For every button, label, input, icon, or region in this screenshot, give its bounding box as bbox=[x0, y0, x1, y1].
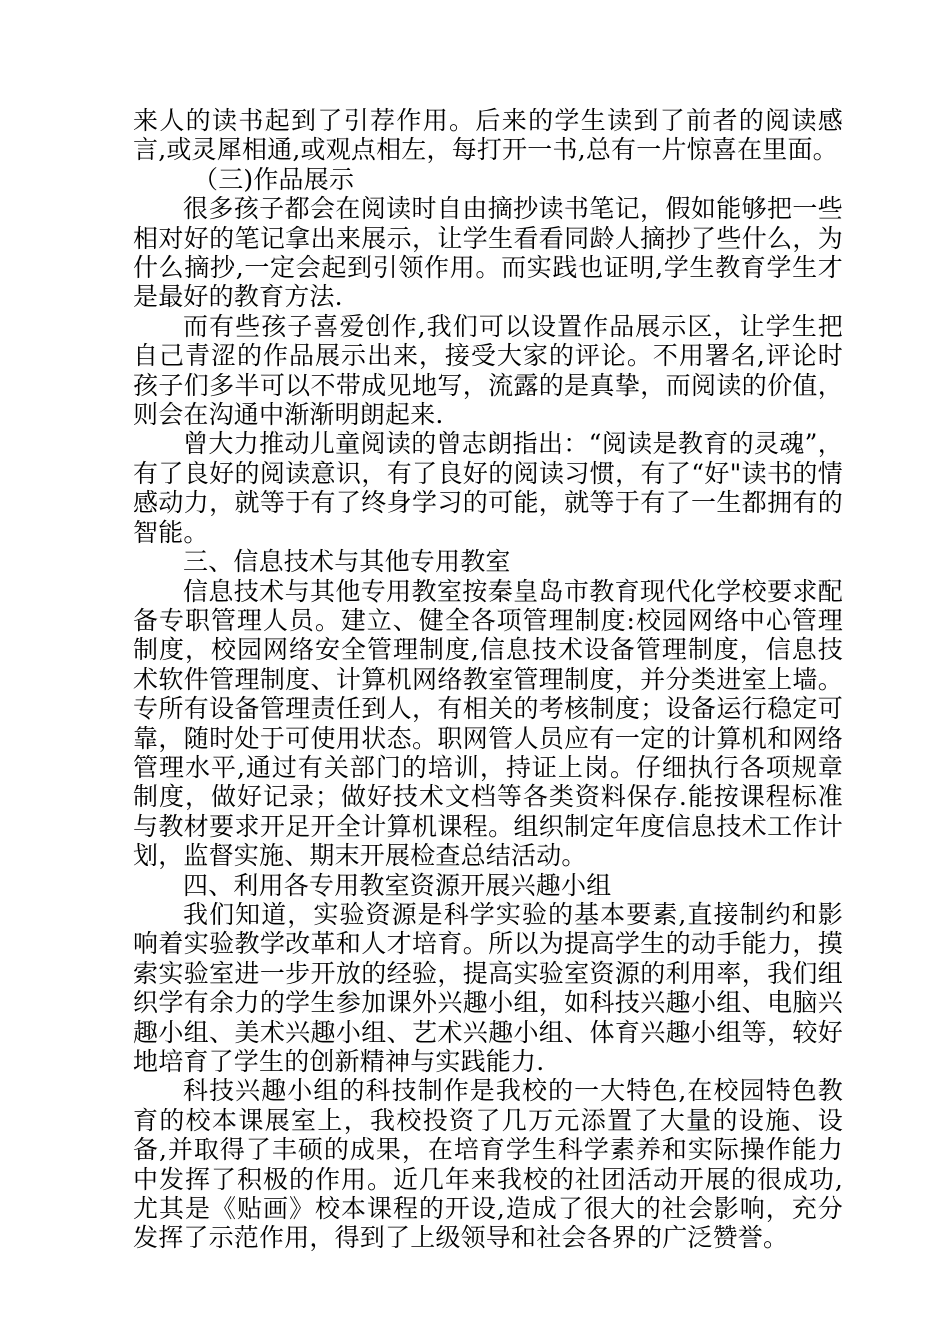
paragraph-it-management: 信息技术与其他专用教室按秦皇岛市教育现代化学校要求配备专职管理人员。建立、健全各项管理制度:校园网络中心管理制度，校园网络安全管理制度,信息技术设备管理制度，信息技术软件管理制度、计算机网络教室管理制度，并分类进室上墙。专所有设备管理责任到人，有相关的考核制度；设备运行稳定可靠，随时处于可使用状态。职网管人员应有一定的计算机和网络管理水平,通过有关部门的培训，持证上岗。仔细执行各项规章制度，做好记录；做好技术文档等各类资料保存.能按课程标准与教材要求开足开全计算机课程。组织制定年度信息技术工作计划，监督实施、期末开展检查总结活动。 bbox=[133, 576, 843, 871]
section-heading-interest-groups: 四、利用各专用教室资源开展兴趣小组 bbox=[183, 870, 612, 900]
paragraph-continuation: 来人的读书起到了引荐作用。后来的学生读到了前者的阅读感言,或灵犀相通,或观点相左，每打开一书,总有一片惊喜在里面。 bbox=[133, 106, 843, 165]
section-heading-it-classrooms: 三、信息技术与其他专用教室 bbox=[183, 547, 511, 577]
paragraph-quote: 曾大力推动儿童阅读的曾志朗指出：“阅读是教育的灵魂”，有了良好的阅读意识，有了良好的阅读习惯，有了“好"读书的情感动力，就等于有了终身学习的可能，就等于有了一生都拥有的智能。 bbox=[133, 429, 843, 547]
paragraph-tech-group: 科技兴趣小组的科技制作是我校的一大特色,在校园特色教育的校本课展室上，我校投资了几万元添置了大量的设施、设备,并取得了丰硕的成果，在培育学生科学素养和实际操作能力中发挥了积极的作用。近几年来我校的社团活动开展的很成功,尤其是《贴画》校本课程的开设,造成了很大的社会影响，充分发挥了示范作用，得到了上级领导和社会各界的广泛赞誉。 bbox=[133, 1076, 843, 1253]
paragraph-reading-notes: 很多孩子都会在阅读时自由摘抄读书笔记，假如能够把一些相对好的笔记拿出来展示，让学生看看同龄人摘抄了些什么，为什么摘抄,一定会起到引领作用。而实践也证明,学生教育学生才是最好的教育方法. bbox=[133, 194, 843, 312]
section-heading-works-display: （三)作品展示 bbox=[193, 164, 355, 194]
paragraph-works-area: 而有些孩子喜爱创作,我们可以设置作品展示区，让学生把自己青涩的作品展示出来，接受大家的评论。不用署名,评论时孩子们多半可以不带成见地写，流露的是真挚，而阅读的价值，则会在沟通中渐渐明朗起来. bbox=[133, 311, 843, 430]
document-page bbox=[133, 106, 843, 1253]
paragraph-lab-resources: 我们知道，实验资源是科学实验的基本要素,直接制约和影响着实验教学改革和人才培育。所以为提高学生的动手能力，摸索实验室进一步开放的经验，提高实验室资源的利用率，我们组织学有余力的学生参加课外兴趣小组，如科技兴趣小组、电脑兴趣小组、美术兴趣小组、艺术兴趣小组、体育兴趣小组等，较好地培育了学生的创新精神与实践能力. bbox=[133, 899, 843, 1076]
